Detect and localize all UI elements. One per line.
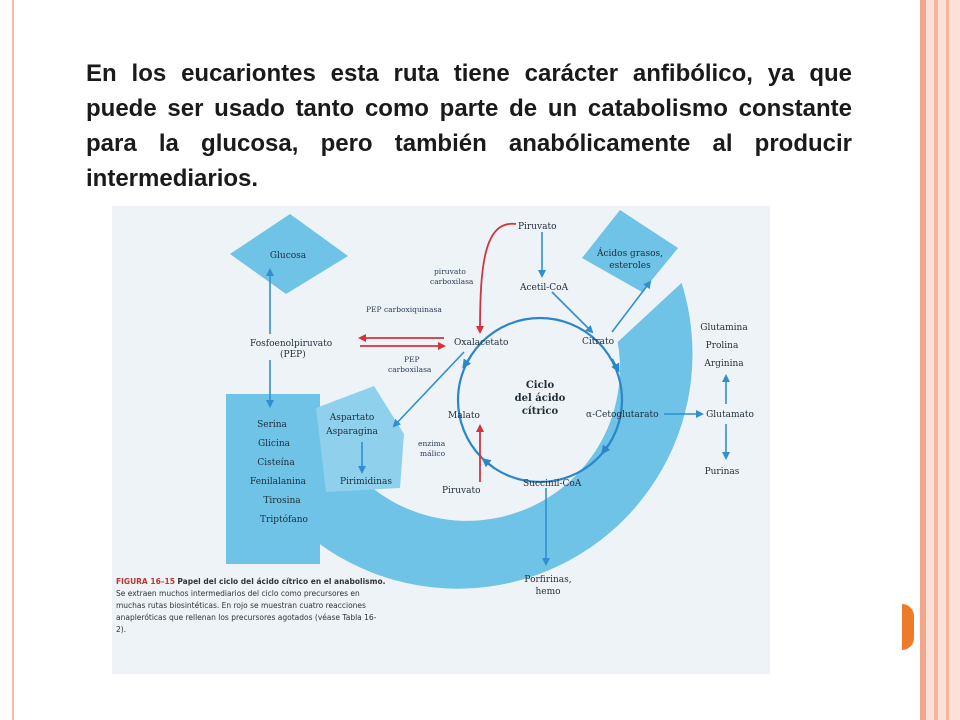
label-pep-carboxiquinasa: PEP carboxiquinasa: [366, 305, 442, 314]
label-serina: Serina: [257, 420, 287, 430]
cycle-title-line2: del ácido: [514, 393, 566, 404]
label-glicina: Glicina: [257, 439, 291, 449]
label-pep-carboxilasa-2: carboxilasa: [388, 365, 432, 374]
label-acidos-grasos-2: esteroles: [609, 261, 651, 271]
stripe: [946, 0, 949, 720]
label-malato: Malato: [448, 411, 480, 421]
caption-figure-number: FIGURA 16–15: [116, 577, 175, 586]
label-asparagina: Asparagina: [326, 427, 378, 437]
label-glutamina: Glutamina: [700, 323, 748, 333]
caption-title: Papel del ciclo del ácido cítrico en el anabolismo.: [177, 577, 386, 586]
caption-body: Se extraen muchos intermediarios del ciclo como precursores en muchas rutas biosintéticas. En rojo se muestran cuatro reacciones anapleróticas que rellenan los precursores agotados (véase Tabla 16-2).: [116, 589, 377, 634]
label-arginina: Arginina: [704, 359, 744, 369]
cycle-title-line3: cítrico: [521, 406, 559, 417]
label-aspartato: Aspartato: [329, 413, 375, 423]
label-acidos-grasos-1: Ácidos grasos,: [596, 249, 664, 259]
label-piruvato-bottom: Piruvato: [442, 486, 481, 496]
stripe: [920, 0, 926, 720]
label-pep-line1: Fosfoenolpiruvato: [250, 339, 333, 349]
label-prolina: Prolina: [705, 341, 739, 351]
label-citrato: Citrato: [582, 337, 615, 347]
stripe: [934, 0, 938, 720]
label-glucosa: Glucosa: [269, 251, 307, 261]
label-enzima-malico-1: enzima: [418, 439, 446, 448]
label-fenilalanina: Fenilalanina: [249, 477, 307, 487]
figure-caption: [116, 576, 386, 636]
label-purinas: Purinas: [704, 467, 740, 477]
label-acetil-coa: Acetil-CoA: [520, 283, 569, 293]
label-oxalacetato: Oxalacetato: [454, 338, 509, 348]
right-border-stripes: [920, 0, 960, 720]
cycle-arrowhead: [464, 356, 471, 366]
label-porfirinas-1: Porfirinas,: [524, 575, 572, 585]
label-enzima-malico-2: málico: [420, 449, 446, 458]
label-cisteina: Cisteína: [257, 458, 295, 468]
slide-text: En los eucariontes esta ruta tiene carácter anfibólico, ya que puede ser usado tanto como parte de un catabolismo constante para la glucosa, pero también anabólicamente al producir intermediarios.: [86, 60, 852, 192]
label-cetoglutarato: α-Cetoglutarato: [586, 410, 659, 420]
label-pep-carboxilasa-1: PEP: [404, 355, 420, 364]
left-border: [0, 0, 14, 720]
label-piruvato-top: Piruvato: [518, 222, 557, 232]
label-piruvato-carboxilasa-1: piruvato: [434, 267, 466, 276]
arrow-piruvato-carboxilasa: [480, 224, 516, 332]
cycle-arrowhead: [484, 460, 494, 468]
citric-acid-cycle-figure: [112, 206, 770, 674]
label-pirimidinas: Pirimidinas: [340, 477, 392, 487]
label-porfirinas-2: hemo: [535, 587, 561, 597]
label-glutamato: Glutamato: [706, 410, 754, 420]
label-triptofano: Triptófano: [260, 515, 308, 525]
label-piruvato-carboxilasa-2: carboxilasa: [430, 277, 474, 286]
arrow-acetilcoa-citrato: [552, 292, 592, 332]
label-succinil-coa: Succinil-CoA: [523, 479, 582, 489]
label-tirosina: Tirosina: [263, 496, 301, 506]
slide-tab-marker: [902, 604, 914, 650]
cycle-title-line1: Ciclo: [525, 380, 555, 391]
label-pep-line2: (PEP): [280, 350, 306, 360]
